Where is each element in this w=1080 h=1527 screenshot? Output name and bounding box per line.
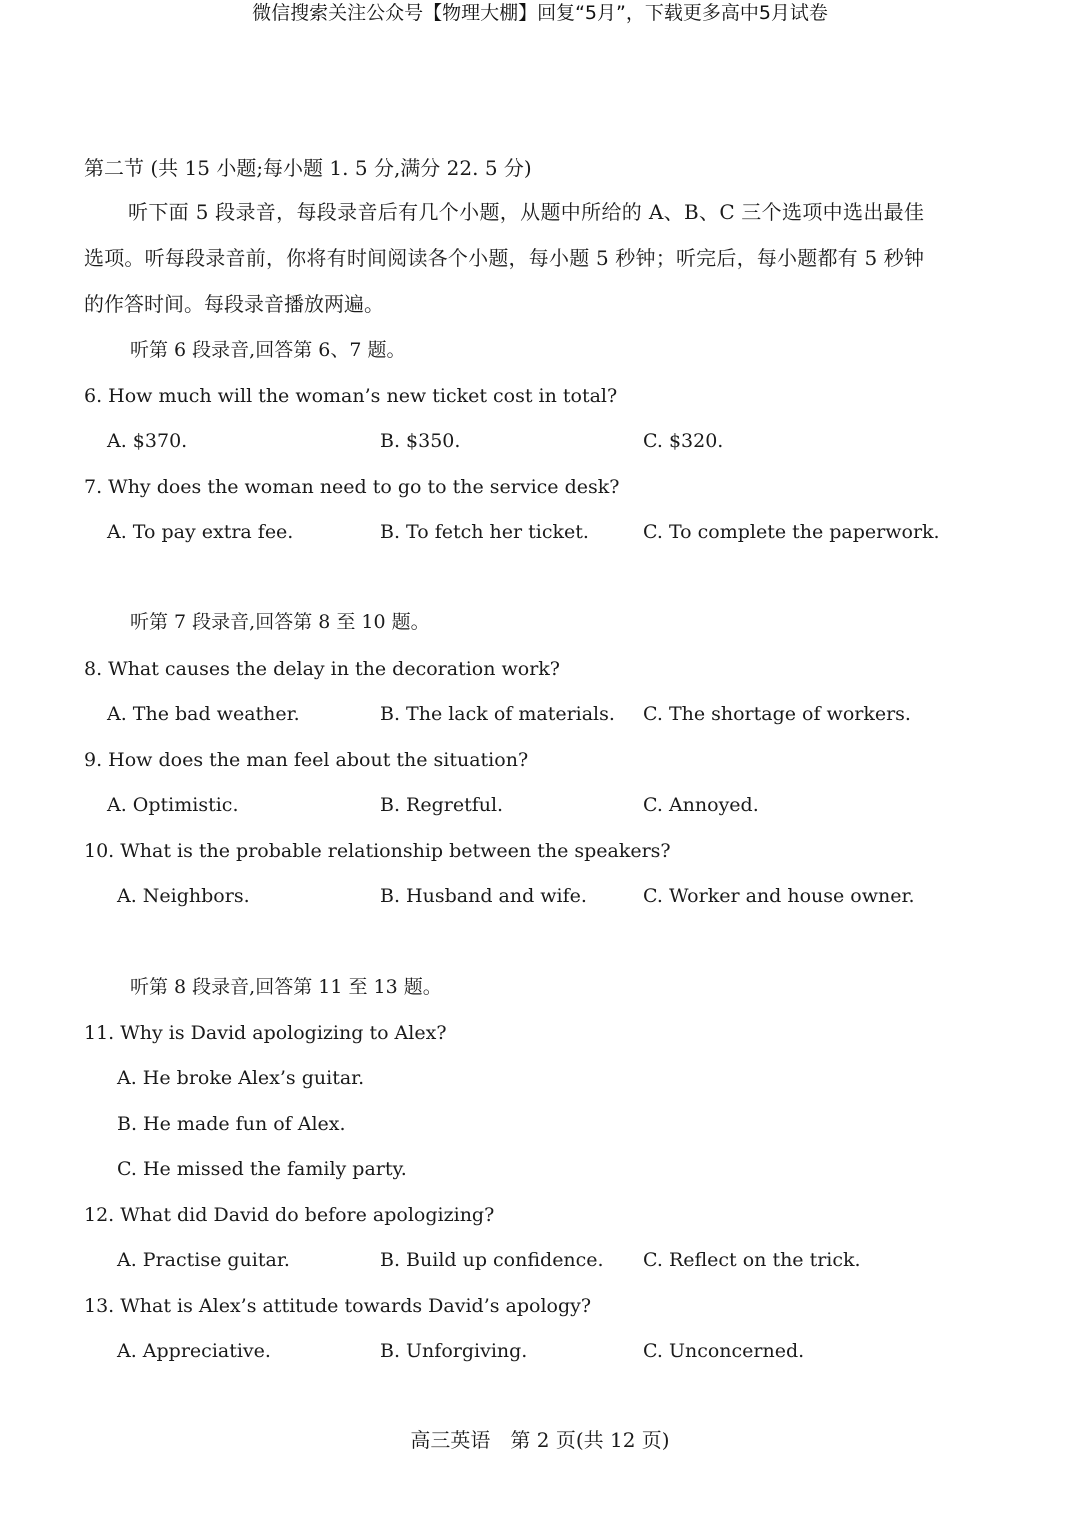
question-8-option-b: B. The lack of materials.	[380, 703, 615, 725]
question-9-option-a: A. Optimistic.	[107, 794, 239, 816]
section-heading: 第二节 (共 15 小题;每小题 1. 5 分,满分 22. 5 分)	[84, 156, 532, 180]
question-8-option-c: C. The shortage of workers.	[643, 703, 911, 725]
section-instructions: 听下面 5 段录音，每段录音后有几个小题，从题中所给的 A、B、C 三个选项中选出最佳选项。听每段录音前，你将有时间阅读各个小题，每小题 5 秒钟；听完后，每小题都有 5 秒钟的作答时间。每段录音播放两遍。	[84, 200, 924, 316]
question-9-option-b: B. Regretful.	[380, 794, 504, 816]
question-6-option-a: A. $370.	[107, 430, 188, 452]
question-9: 9. How does the man feel about the situation?	[84, 749, 529, 771]
question-10-option-c: C. Worker and house owner.	[643, 885, 915, 907]
question-6: 6. How much will the woman’s new ticket cost in total?	[84, 385, 618, 407]
question-11-option-b: B. He made fun of Alex.	[117, 1113, 346, 1135]
question-6-option-c: C. $320.	[643, 430, 724, 452]
question-10: 10. What is the probable relationship between the speakers?	[84, 840, 671, 862]
segment-label-8: 听第 8 段录音,回答第 11 至 13 题。	[130, 976, 442, 998]
question-11-option-a: A. He broke Alex’s guitar.	[117, 1067, 365, 1089]
segment-label-6: 听第 6 段录音,回答第 6、7 题。	[130, 339, 406, 361]
question-13-option-a: A. Appreciative.	[117, 1340, 271, 1362]
question-7-option-b: B. To fetch her ticket.	[380, 521, 589, 543]
top-banner: 微信搜索关注公众号【物理大棚】回复“5月”，下载更多高中5月试卷	[252, 2, 828, 24]
page-footer: 高三英语 第 2 页(共 12 页)	[410, 1428, 670, 1452]
question-11: 11. Why is David apologizing to Alex?	[84, 1022, 447, 1044]
question-12-option-a: A. Practise guitar.	[117, 1249, 290, 1271]
question-13-option-b: B. Unforgiving.	[380, 1340, 528, 1362]
question-9-option-c: C. Annoyed.	[643, 794, 759, 816]
question-13: 13. What is Alex’s attitude towards David’s apology?	[84, 1295, 592, 1317]
question-7-option-c: C. To complete the paperwork.	[643, 521, 940, 543]
question-6-option-b: B. $350.	[380, 430, 461, 452]
question-7-option-a: A. To pay extra fee.	[107, 521, 294, 543]
question-8: 8. What causes the delay in the decoration work?	[84, 658, 560, 680]
question-12: 12. What did David do before apologizing?	[84, 1204, 495, 1226]
segment-label-7: 听第 7 段录音,回答第 8 至 10 题。	[130, 611, 430, 633]
question-11-option-c: C. He missed the family party.	[117, 1158, 407, 1180]
question-12-option-b: B. Build up confidence.	[380, 1249, 604, 1271]
question-10-option-a: A. Neighbors.	[117, 885, 250, 907]
question-13-option-c: C. Unconcerned.	[643, 1340, 805, 1362]
question-10-option-b: B. Husband and wife.	[380, 885, 587, 907]
question-8-option-a: A. The bad weather.	[107, 703, 300, 725]
question-12-option-c: C. Reflect on the trick.	[643, 1249, 861, 1271]
question-7: 7. Why does the woman need to go to the service desk?	[84, 476, 620, 498]
